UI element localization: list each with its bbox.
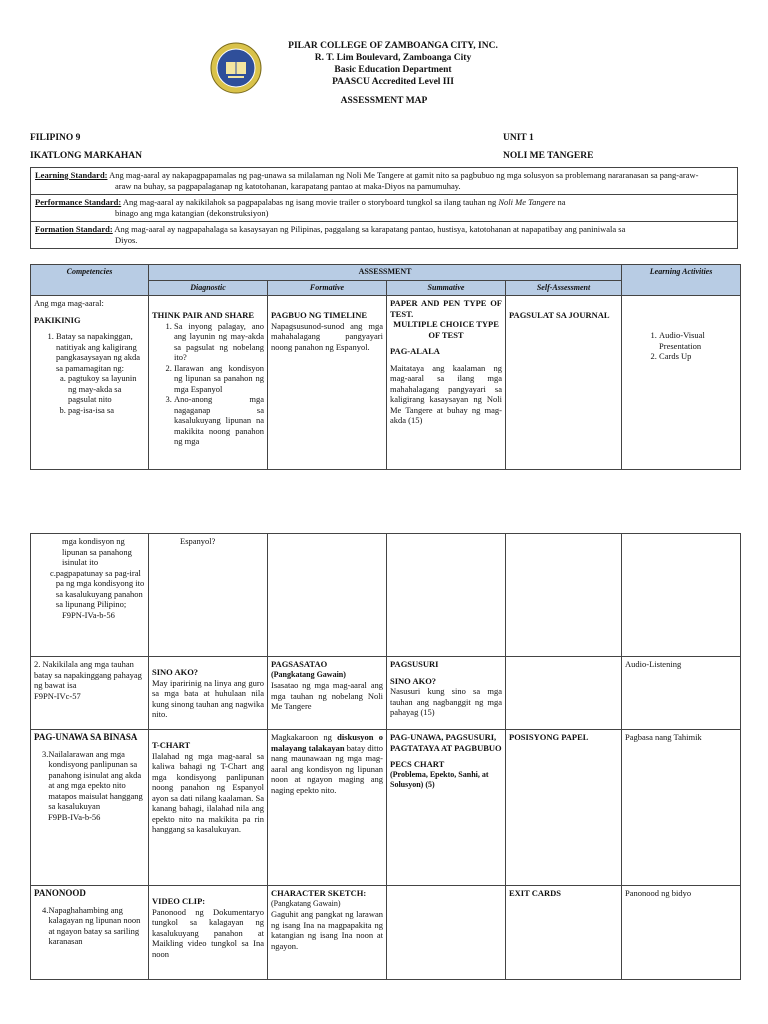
school-seal-logo bbox=[210, 42, 262, 94]
header-self-assessment: Self-Assessment bbox=[506, 280, 622, 296]
school-header bbox=[268, 40, 518, 88]
unit-number: UNIT 1 bbox=[503, 133, 534, 143]
assessment-table-2 bbox=[30, 533, 741, 980]
department: Basic Education Department bbox=[334, 65, 452, 75]
performance-standard: Performance Standard: Ang mag-aaral ay nakikilahok sa pagpapalabas ng isang movie trailer o storyboard tungkol sa ilang tauhan ng Noli Me Tangere na binago ang mga katangian (dekonstruksiyon) bbox=[31, 195, 738, 222]
header-learning-activities: Learning Activities bbox=[622, 265, 741, 296]
diagnostic-cell: T-CHART Ilalahad ng mga mag-aaral sa kaliwa bahagi ng T-Chart ang mga kondisyong panlipunan noong panahon ng Espanyol ayon sa dati nilang kaalaman. Sa kanang bahagi, ilalahad nila ang epekto nito na makikita pa rin hanggang sa kasalukuyan. bbox=[149, 730, 268, 886]
self-assessment-cell: POSISYONG PAPEL bbox=[506, 730, 622, 886]
diagnostic-cell: Espanyol? bbox=[149, 534, 268, 657]
assessment-table-1 bbox=[30, 264, 741, 470]
summative-cell: PAPER AND PEN TYPE OF TEST. MULTIPLE CHOICE TYPE OF TEST PAG-ALALA Maitataya ang kaalaman ng mag-aaral sa ilang mga mahahalagang pangyayari sa kaligirang kasaysayan ng Noli Me Tangere at buhay ng mag-akda (15) bbox=[387, 296, 506, 470]
header-diagnostic: Diagnostic bbox=[149, 280, 268, 296]
formative-cell: Magkakaroon ng diskusyon o malayang talakayan batay ditto nang maunawaan ng mga mag-aaral ang kondisyon ng lipunan noon at ngayon maging ang naging epekto nito. bbox=[268, 730, 387, 886]
competency-cell: mga kondisyon ng lipunan sa panahong isinulat ito c. pagpapatunay sa pag-iral pa ng mga kondisyong ito sa kasalukuyang panahon sa lipunang Pilipino; F9PN-IVa-b-56 bbox=[31, 534, 149, 657]
activity-item: 2. Cards Up bbox=[659, 351, 737, 362]
summative-cell bbox=[387, 534, 506, 657]
formative-cell: CHARACTER SKETCH: (Pangkatang Gawain) Gaguhit ang pangkat ng larawan ng isang Ina na magpapakita ng katangian ng isang Ina noon at ngayon. bbox=[268, 886, 387, 980]
diagnostic-cell: VIDEO CLIP: Panonood ng Dokumentaryo tungkol sa kalagayan ng kasalukuyang panahon at Maikling video tungkol sa Ina noon bbox=[149, 886, 268, 980]
competency-subitem: a. pagtukoy sa layunin ng may-akda sa pagsulat nito bbox=[68, 373, 145, 405]
competency-cell: 2. Nakikilala ang mga tauhan batay sa napakinggang pahayag ng bawat isa F9PN-IVc-57 bbox=[31, 657, 149, 730]
unit-title: NOLI ME TANGERE bbox=[503, 151, 594, 161]
diagnostic-item: 1. Sa inyong palagay, ano ang layunin ng may-akda sa pagsulat ng nobelang ito? bbox=[174, 321, 264, 363]
header-competencies: Competencies bbox=[31, 265, 149, 296]
header-formative: Formative bbox=[268, 280, 387, 296]
standards-table bbox=[30, 167, 738, 249]
formative-cell: PAGSASATAO (Pangkatang Gawain) Isasatao ng mga mag-aaral ang mga tauhan ng nobelang Noli Me Tangere bbox=[268, 657, 387, 730]
learning-standard: Learning Standard: Ang mag-aaral ay nakapagpapamalas ng pag-unawa sa milalaman ng Noli Me Tangere at gamit nito sa pagbubuo ng mga solusyon sa problemang nararanasan sa pang-araw- araw na buhay, sa pagpapalaganap ng katotohanan, karapatang pantao at maka-Diyos na pamumuhay. bbox=[31, 168, 738, 195]
self-assessment-cell bbox=[506, 657, 622, 730]
subject: FILIPINO 9 bbox=[30, 133, 81, 143]
formative-cell bbox=[268, 534, 387, 657]
activities-cell: Panonood ng bidyo bbox=[622, 886, 741, 980]
self-assessment-cell: EXIT CARDS bbox=[506, 886, 622, 980]
summative-cell: PAGSUSURI SINO AKO? Nasusuri kung sino sa mga tauhan ang nagbanggit ng mga pahayag (15) bbox=[387, 657, 506, 730]
competency-item: 1. Batay sa napakinggan, natitiyak ang kaligirang pangkasaysayan ng akda sa pamamagitan ng: bbox=[56, 331, 145, 373]
activities-cell: Audio-Listening bbox=[622, 657, 741, 730]
formation-standard: Formation Standard: Ang mag-aaral ay nagpapahalaga sa kasaysayan ng Pilipinas, paggalang sa karapatang pantao, hustisya, katotohanan at napapatibay ang paniniwala sa Diyos. bbox=[31, 222, 738, 249]
activities-cell bbox=[622, 534, 741, 657]
competency-cell: Ang mga mag-aaral: PAKIKINIG 1. Batay sa napakinggan, natitiyak ang kaligirang pangkasaysayan ng akda sa pamamagitan ng: a. pagtukoy sa layunin ng may-akda sa pagsulat nito b. pag-isa-isa sa bbox=[31, 296, 149, 470]
header-summative: Summative bbox=[387, 280, 506, 296]
competency-subitem: b. pag-isa-isa sa bbox=[68, 405, 145, 416]
document-title: ASSESSMENT MAP bbox=[340, 96, 428, 106]
self-assessment-cell bbox=[506, 534, 622, 657]
header-assessment: ASSESSMENT bbox=[149, 265, 622, 281]
self-assessment-cell: PAGSULAT SA JOURNAL bbox=[506, 296, 622, 470]
summative-cell: PAG-UNAWA, PAGSUSURI, PAGTATAYA AT PAGBUBUO PECS CHART (Problema, Epekto, Sanhi, at Solusyon) (5) bbox=[387, 730, 506, 886]
competency-cell: PANONOOD 4. Napaghahambing ang kalagayan ng lipunan noon at ngayon batay sa sariling karanasan bbox=[31, 886, 149, 980]
diagnostic-item: 2. Ilarawan ang kondisyon ng lipunan sa panahon ng mga Espanyol bbox=[174, 363, 264, 395]
competency-cell: PAG-UNAWA SA BINASA 3. Nailalarawan ang mga kondisyong panlipunan sa panahong isinulat ang akda at ang mga epekto nito matapos maisulat hanggang sa kasalukuyan F9PB-IVa-b-56 bbox=[31, 730, 149, 886]
formative-cell: PAGBUO NG TIMELINE Napagsusunod-sunod ang mga mahahalagang pangyayari noong panahon ng Espanyol. bbox=[268, 296, 387, 470]
accreditation: PAASCU Accredited Level III bbox=[332, 77, 454, 87]
quarter: IKATLONG MARKAHAN bbox=[30, 151, 142, 161]
school-name: PILAR COLLEGE OF ZAMBOANGA CITY, INC. bbox=[288, 41, 498, 51]
summative-cell bbox=[387, 886, 506, 980]
activity-item: 1. Audio-Visual Presentation bbox=[659, 330, 737, 351]
activities-cell bbox=[622, 296, 741, 470]
diagnostic-cell: SINO AKO? May iparirinig na linya ang guro sa mga bata at huhulaan nila kung sinong tauhan ang nagwika nito. bbox=[149, 657, 268, 730]
diagnostic-item: 3. Ano-anong mga nagaganap sa kasalukuyang lipunan na makikita noong panahon ng mga bbox=[174, 394, 264, 447]
school-address: R. T. Lim Boulevard, Zamboanga City bbox=[314, 53, 472, 63]
diagnostic-cell: THINK PAIR AND SHARE 1. Sa inyong palagay, ano ang layunin ng may-akda sa pagsulat ng nobelang ito? 2. Ilarawan ang kondisyon ng lipunan sa panahon ng mga Espanyol 3. Ano-anong mga nagaganap sa kasalukuyang lipunan na makikita noong panahon ng mga bbox=[149, 296, 268, 470]
activities-cell: Pagbasa nang Tahimik bbox=[622, 730, 741, 886]
